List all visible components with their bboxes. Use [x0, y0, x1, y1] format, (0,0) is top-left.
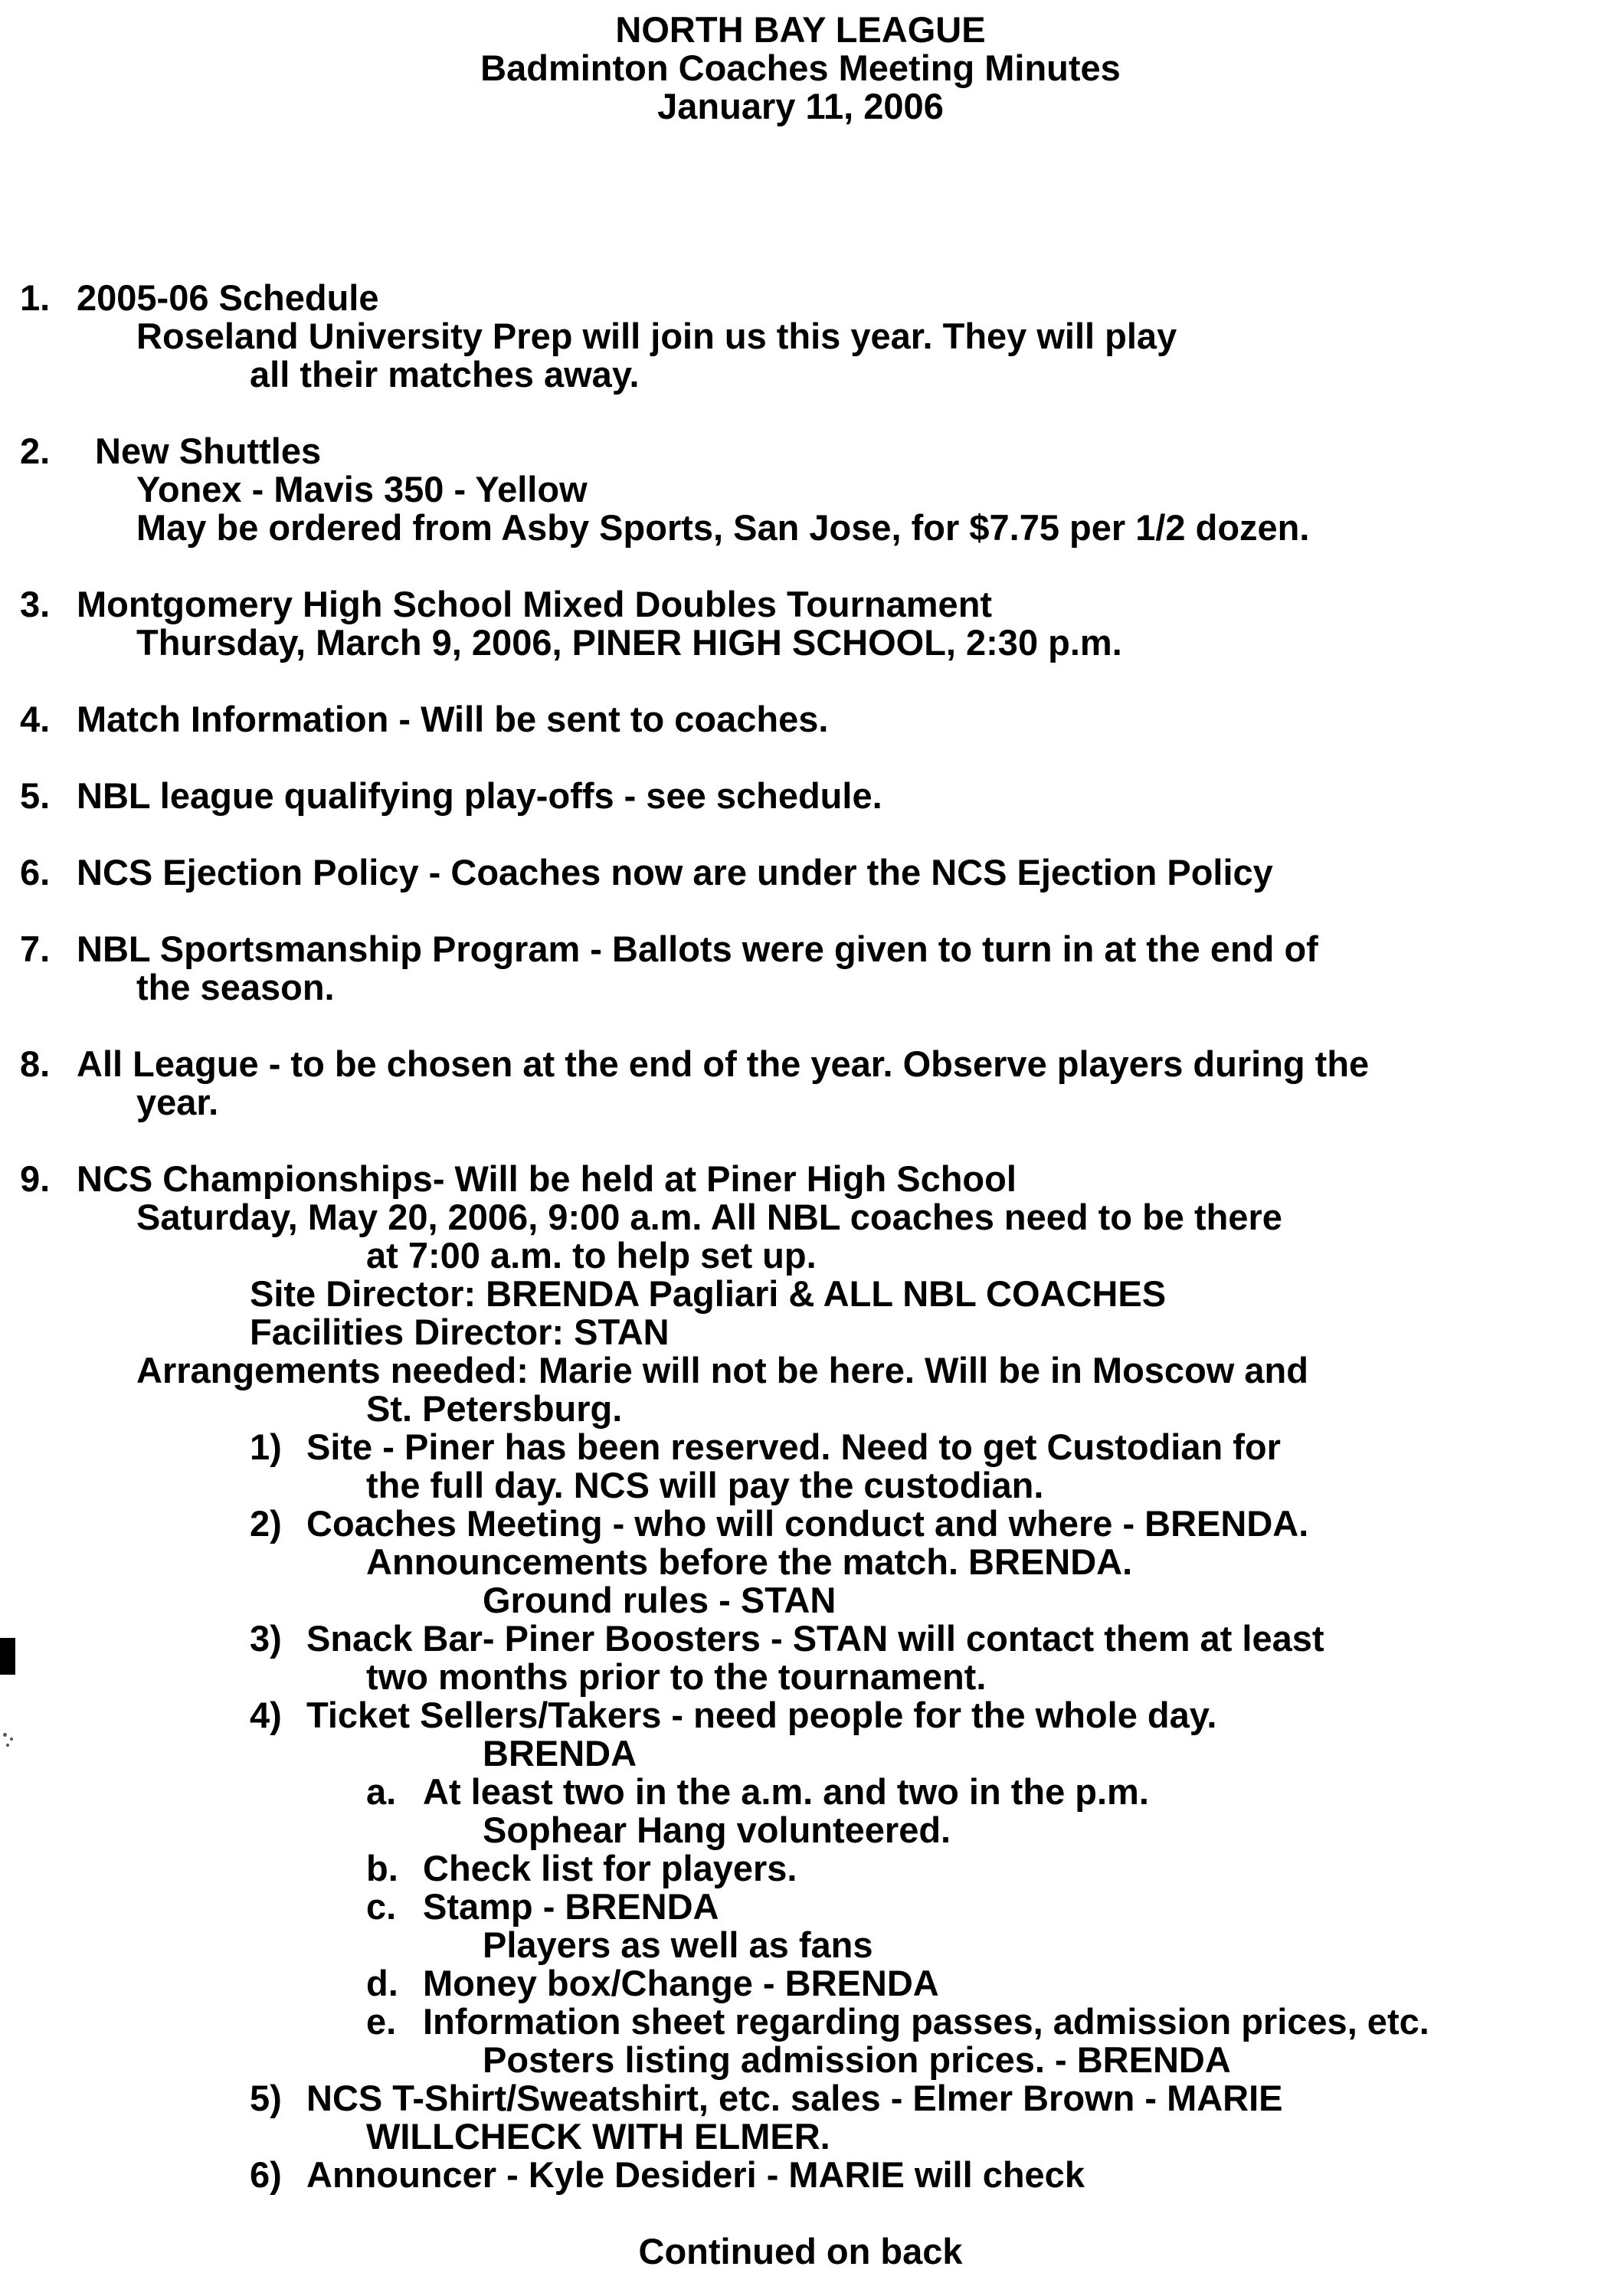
item-1-line: Roseland University Prep will join us this year. They will play [136, 316, 1177, 356]
item-6-number: 6. [20, 852, 51, 893]
ticket-item-b-text: Check list for players. [423, 1848, 797, 1888]
item-4-number: 4. [20, 699, 51, 739]
ticket-item-e-text: Information sheet regarding passes, admission prices, etc. [423, 2001, 1429, 2042]
ticket-item-a-text: Sophear Hang volunteered. [483, 1810, 951, 1850]
subitem-4-number: 4) [250, 1695, 282, 1735]
subitem-5-number: 5) [250, 2078, 282, 2118]
item-2-number: 2. [20, 431, 51, 471]
arrangements-needed-cont: St. Petersburg. [366, 1388, 623, 1429]
facilities-director: Facilities Director: STAN [250, 1312, 670, 1352]
ncs-date-line: Saturday, May 20, 2006, 9:00 a.m. All NBL coaches need to be there [136, 1197, 1282, 1237]
item-2-line: May be ordered from Asby Sports, San Jose, for $7.75 per 1/2 dozen. [136, 507, 1310, 548]
scan-mark [0, 1638, 15, 1675]
ticket-item-d-text: Money box/Change - BRENDA [423, 1963, 939, 2003]
item-2-heading: New Shuttles [95, 431, 322, 471]
subitem-4-text: BRENDA [483, 1733, 637, 1774]
ticket-item-c-text: Stamp - BRENDA [423, 1886, 719, 1927]
document-title: NORTH BAY LEAGUE [615, 9, 986, 50]
subitem-4-text: Ticket Sellers/Takers - need people for the whole day. [306, 1695, 1217, 1735]
ticket-item-c-letter: c. [366, 1886, 397, 1927]
item-5-heading: NBL league qualifying play-offs - see schedule. [77, 775, 882, 816]
continued-note: Continued on back [638, 2231, 963, 2271]
item-8-number: 8. [20, 1043, 51, 1084]
arrangements-needed: Arrangements needed: Marie will not be here. Will be in Moscow and [136, 1350, 1308, 1390]
item-9-number: 9. [20, 1158, 51, 1199]
item-3-line: Thursday, March 9, 2006, PINER HIGH SCHOOL, 2:30 p.m. [136, 622, 1122, 663]
subitem-2-text: Ground rules - STAN [483, 1580, 837, 1620]
item-5-number: 5. [20, 775, 51, 816]
item-1-line: all their matches away. [250, 354, 640, 395]
item-7-number: 7. [20, 929, 51, 969]
ncs-setup-line: at 7:00 a.m. to help set up. [366, 1235, 817, 1276]
scan-speck [3, 1733, 7, 1737]
item-7-line: the season. [136, 967, 335, 1007]
document-subtitle: Badminton Coaches Meeting Minutes [480, 47, 1121, 88]
subitem-1-text: Site - Piner has been reserved. Need to get Custodian for [306, 1426, 1281, 1467]
item-1-number: 1. [20, 277, 51, 318]
item-1-heading: 2005-06 Schedule [77, 277, 379, 318]
subitem-3-number: 3) [250, 1618, 282, 1659]
item-4-heading: Match Information - Will be sent to coaches. [77, 699, 829, 739]
item-2-line: Yonex - Mavis 350 - Yellow [136, 469, 588, 509]
item-3-number: 3. [20, 584, 51, 624]
scan-speck [10, 1738, 13, 1741]
subitem-5-text: WILLCHECK WITH ELMER. [366, 2116, 830, 2157]
subitem-6-number: 6) [250, 2154, 282, 2195]
scan-speck [6, 1744, 9, 1747]
item-8-line: year. [136, 1082, 219, 1122]
item-6-heading: NCS Ejection Policy - Coaches now are under the NCS Ejection Policy [77, 852, 1273, 893]
ticket-item-c-text: Players as well as fans [483, 1924, 873, 1965]
item-9-heading: NCS Championships- Will be held at Piner High School [77, 1158, 1017, 1199]
subitem-3-text: Snack Bar- Piner Boosters - STAN will contact them at least [306, 1618, 1324, 1659]
ticket-item-a-letter: a. [366, 1771, 397, 1812]
ticket-item-d-letter: d. [366, 1963, 398, 2003]
ticket-item-e-text: Posters listing admission prices. - BRENDA [483, 2039, 1231, 2080]
item-7-heading: NBL Sportsmanship Program - Ballots were given to turn in at the end of [77, 929, 1318, 969]
subitem-2-number: 2) [250, 1503, 282, 1544]
meeting-date: January 11, 2006 [657, 86, 944, 126]
subitem-2-text: Announcements before the match. BRENDA. [366, 1541, 1133, 1582]
site-director: Site Director: BRENDA Pagliari & ALL NBL COACHES [250, 1273, 1167, 1314]
ticket-item-b-letter: b. [366, 1848, 398, 1888]
ticket-item-a-text: At least two in the a.m. and two in the p.m. [423, 1771, 1149, 1812]
item-3-heading: Montgomery High School Mixed Doubles Tournament [77, 584, 993, 624]
ticket-item-e-letter: e. [366, 2001, 397, 2042]
subitem-2-text: Coaches Meeting - who will conduct and where - BRENDA. [306, 1503, 1309, 1544]
subitem-1-number: 1) [250, 1426, 282, 1467]
subitem-5-text: NCS T-Shirt/Sweatshirt, etc. sales - Elmer Brown - MARIE [306, 2078, 1283, 2118]
subitem-1-text: the full day. NCS will pay the custodian. [366, 1465, 1044, 1505]
subitem-6-text: Announcer - Kyle Desideri - MARIE will check [306, 2154, 1085, 2195]
subitem-3-text: two months prior to the tournament. [366, 1656, 987, 1697]
item-8-heading: All League - to be chosen at the end of the year. Observe players during the [77, 1043, 1370, 1084]
